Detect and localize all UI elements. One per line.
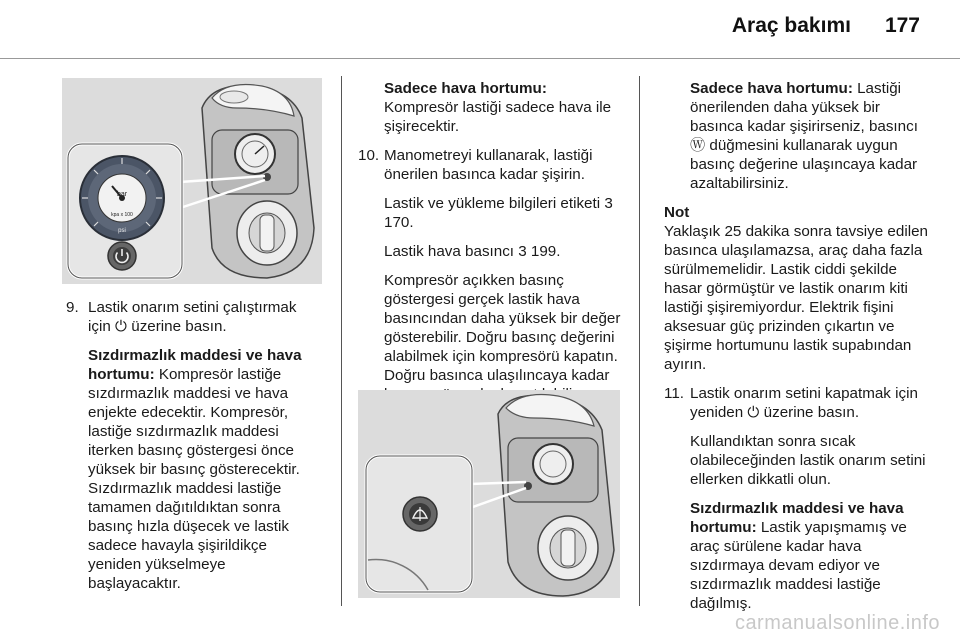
power-icon: ⏻ bbox=[115, 318, 128, 335]
paragraph-gauge-note: Kompresör açıkken basınç göstergesi gerçek lastik hava basıncından daha yüksek bir değer gösterebilir. Doğru basınç değerini alabilmek için kompresörü kapatın. Doğru basınca ulaşılıncaya kadar bbox=[384, 272, 621, 384]
step-text: Lastik onarım setini çalıştırmak için bbox=[88, 299, 297, 335]
step-number: 9. bbox=[66, 299, 79, 316]
figure-compressor-gauge bbox=[62, 78, 322, 284]
paragraph-text: Kompresör lastiğe sızdırmazlık maddesi ve hava enjekte edecektir. Kompresör, lastiğe sızdırmazlık maddesi iterken basınç göstergesi önce yüksek bir basınç gösterecektir. Sızdırmazlık maddesi lastiğe tamamen dağıtıldıktan sonra basınç hızla düşecek ve lastik sadece havayla şişirildikçe yeniden yükselmeye başlayacaktır. bbox=[88, 366, 300, 592]
page-header bbox=[0, 14, 920, 50]
paragraph-air-only bbox=[358, 79, 628, 136]
power-icon: ⏻ bbox=[747, 404, 760, 421]
step-11 bbox=[664, 384, 928, 422]
note-title bbox=[664, 203, 928, 222]
paragraph-text: Lastik yapışmamış ve araç sürülene kadar hava sızdırmaya devam ediyor ve sızdırmazlık maddesi lastiğe dağılmış. bbox=[690, 519, 907, 612]
step-number: 11. bbox=[664, 385, 684, 402]
step-text: Lastik onarım setini kapatmak için yeniden bbox=[690, 385, 918, 421]
bold-lead: Sadece hava hortumu: bbox=[384, 80, 547, 97]
gauge-unit3-label: kpa x 100 bbox=[111, 212, 133, 218]
paragraph-text-end: düğmesini kullanarak uygun basınç değerine ulaşıncaya kadar azaltabilirsiniz. bbox=[690, 137, 918, 192]
page-ref-number: 170. bbox=[384, 214, 414, 231]
column-divider-2 bbox=[639, 76, 640, 606]
deflate-button-icon: Ⓦ bbox=[690, 137, 706, 154]
bold-lead: Sızdırmazlık maddesi ve hava hortumu: bbox=[690, 500, 904, 536]
bold-lead: Sadece hava hortumu: bbox=[690, 80, 853, 97]
step-10 bbox=[358, 146, 628, 184]
step-number: 10. bbox=[358, 147, 380, 164]
reference-text: Lastik hava basıncı bbox=[384, 243, 519, 260]
reference-text: Lastik ve yükleme bilgileri etiketi bbox=[384, 195, 605, 212]
step-text: Manometreyi kullanarak, lastiği önerilen basınca kadar şişirin. bbox=[384, 147, 593, 183]
page-ref-arrow-icon: 3 bbox=[604, 195, 613, 212]
paragraph-text: Lastiği önerilenden daha yüksek bir basınca kadar şişirirseniz, basıncı bbox=[690, 80, 918, 135]
paragraph-sealant-air bbox=[66, 346, 322, 593]
reference-tire-label[interactable] bbox=[358, 194, 628, 232]
paragraph-text: Kompresör lastiği sadece hava ile şişirecektir. bbox=[384, 99, 612, 135]
gauge-unit2-label: psi bbox=[118, 228, 126, 234]
bold-lead: Sızdırmazlık maddesi ve hava hortumu: bbox=[88, 347, 302, 383]
text-column-3 bbox=[664, 79, 928, 613]
step-text-end: üzerine basın. bbox=[127, 318, 227, 335]
gauge-unit-label: bar bbox=[116, 191, 128, 198]
paragraph-sealant-air-2 bbox=[664, 499, 928, 613]
figure-deflate-button bbox=[358, 390, 620, 598]
text-column-1 bbox=[66, 298, 322, 593]
reference-tire-pressure[interactable] bbox=[358, 242, 628, 261]
deflate-button-illustration bbox=[358, 390, 620, 598]
page-ref-number: 199. bbox=[526, 243, 561, 260]
compressor-gauge-illustration bbox=[62, 78, 322, 284]
step-9 bbox=[66, 298, 322, 336]
footer-watermark: carmanualsonline.info bbox=[734, 612, 940, 634]
step-text-end: üzerine basın. bbox=[759, 404, 860, 421]
text-column-2 bbox=[358, 79, 628, 404]
page-ref-arrow-icon: 3 bbox=[518, 243, 527, 260]
page-number: 177 bbox=[884, 14, 920, 37]
header-divider bbox=[0, 58, 960, 59]
column-divider-1 bbox=[341, 76, 342, 606]
note-heading: Not bbox=[664, 204, 690, 221]
paragraph-air-only-deflate bbox=[664, 79, 928, 193]
paragraph-hot-warning: Kullandıktan sonra sıcak olabileceğinden lastik onarım setini ellerken dikkatli olun. bbox=[690, 433, 926, 488]
note-text: Yaklaşık 25 dakika sonra tavsiye edilen basınca ulaşılamazsa, araç daha fazla sürülmemelidir. Lastik ciddi şekilde hasar görmüştür ve lastik onarım kiti lastiği şişiremiyordur. Elektrik fişini aksesuar güç prizinden çıkartın ve şişirme hortumunu lastik supabından ayırın. bbox=[664, 223, 928, 373]
page-title: Araç bakımı bbox=[731, 14, 851, 37]
